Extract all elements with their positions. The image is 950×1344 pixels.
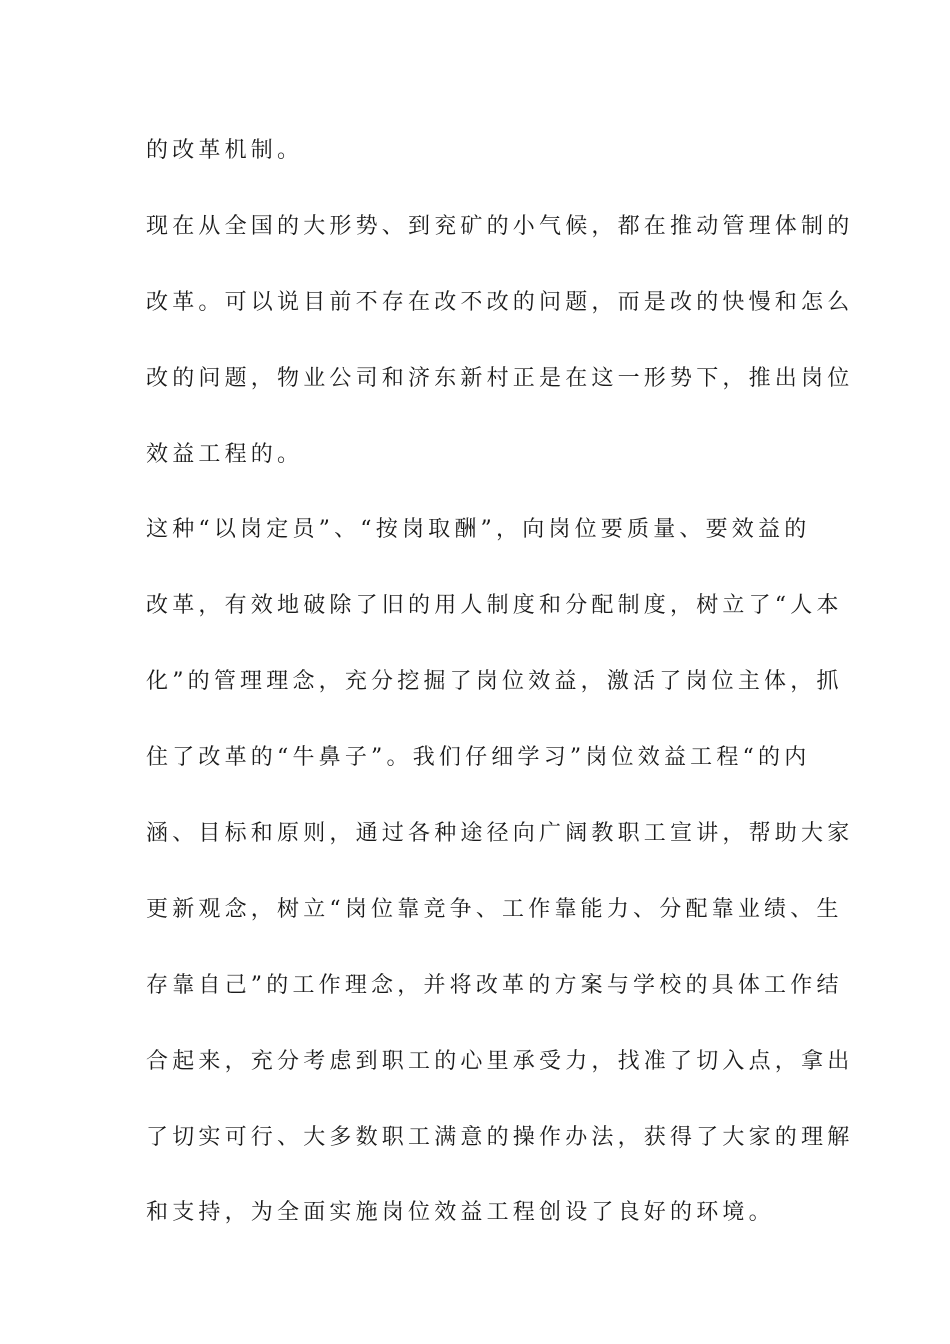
text-line: 效益工程的。	[146, 441, 304, 467]
text-line: 的改革机制。	[146, 138, 304, 163]
text-line: 住了改革的“牛鼻子”。我们仔细学习”岗位效益工程“的内	[146, 745, 811, 771]
text-line: 改革，有效地破除了旧的用人制度和分配制度，树立了“人本	[146, 593, 843, 619]
text-line: 现在从全国的大形势、到兖矿的小气候，都在推动管理体制的	[146, 213, 854, 239]
text-line: 改的问题，物业公司和济东新村正是在这一形势下，推出岗位	[146, 365, 854, 391]
text-line: 化”的管理理念，充分挖掘了岗位效益，激活了岗位主体，抓	[146, 669, 843, 695]
text-line: 这种“以岗定员”、“按岗取酬”，向岗位要质量、要效益的	[146, 517, 811, 543]
text-line: 涵、目标和原则，通过各种途径向广阔教职工宣讲，帮助大家	[146, 821, 854, 847]
text-line: 存靠自己”的工作理念，并将改革的方案与学校的具体工作结	[146, 972, 843, 998]
text-line: 了切实可行、大多数职工满意的操作办法，获得了大家的理解	[146, 1124, 854, 1150]
body-text	[146, 126, 854, 1264]
text-line: 改革。可以说目前不存在改不改的问题，而是改的快慢和怎么	[146, 289, 854, 315]
text-line: 和支持，为全面实施岗位效益工程创设了良好的环境。	[146, 1200, 775, 1226]
text-line: 更新观念，树立“岗位靠竞争、工作靠能力、分配靠业绩、生	[146, 896, 843, 922]
text-line: 合起来，充分考虑到职工的心里承受力，找准了切入点，拿出	[146, 1048, 854, 1074]
